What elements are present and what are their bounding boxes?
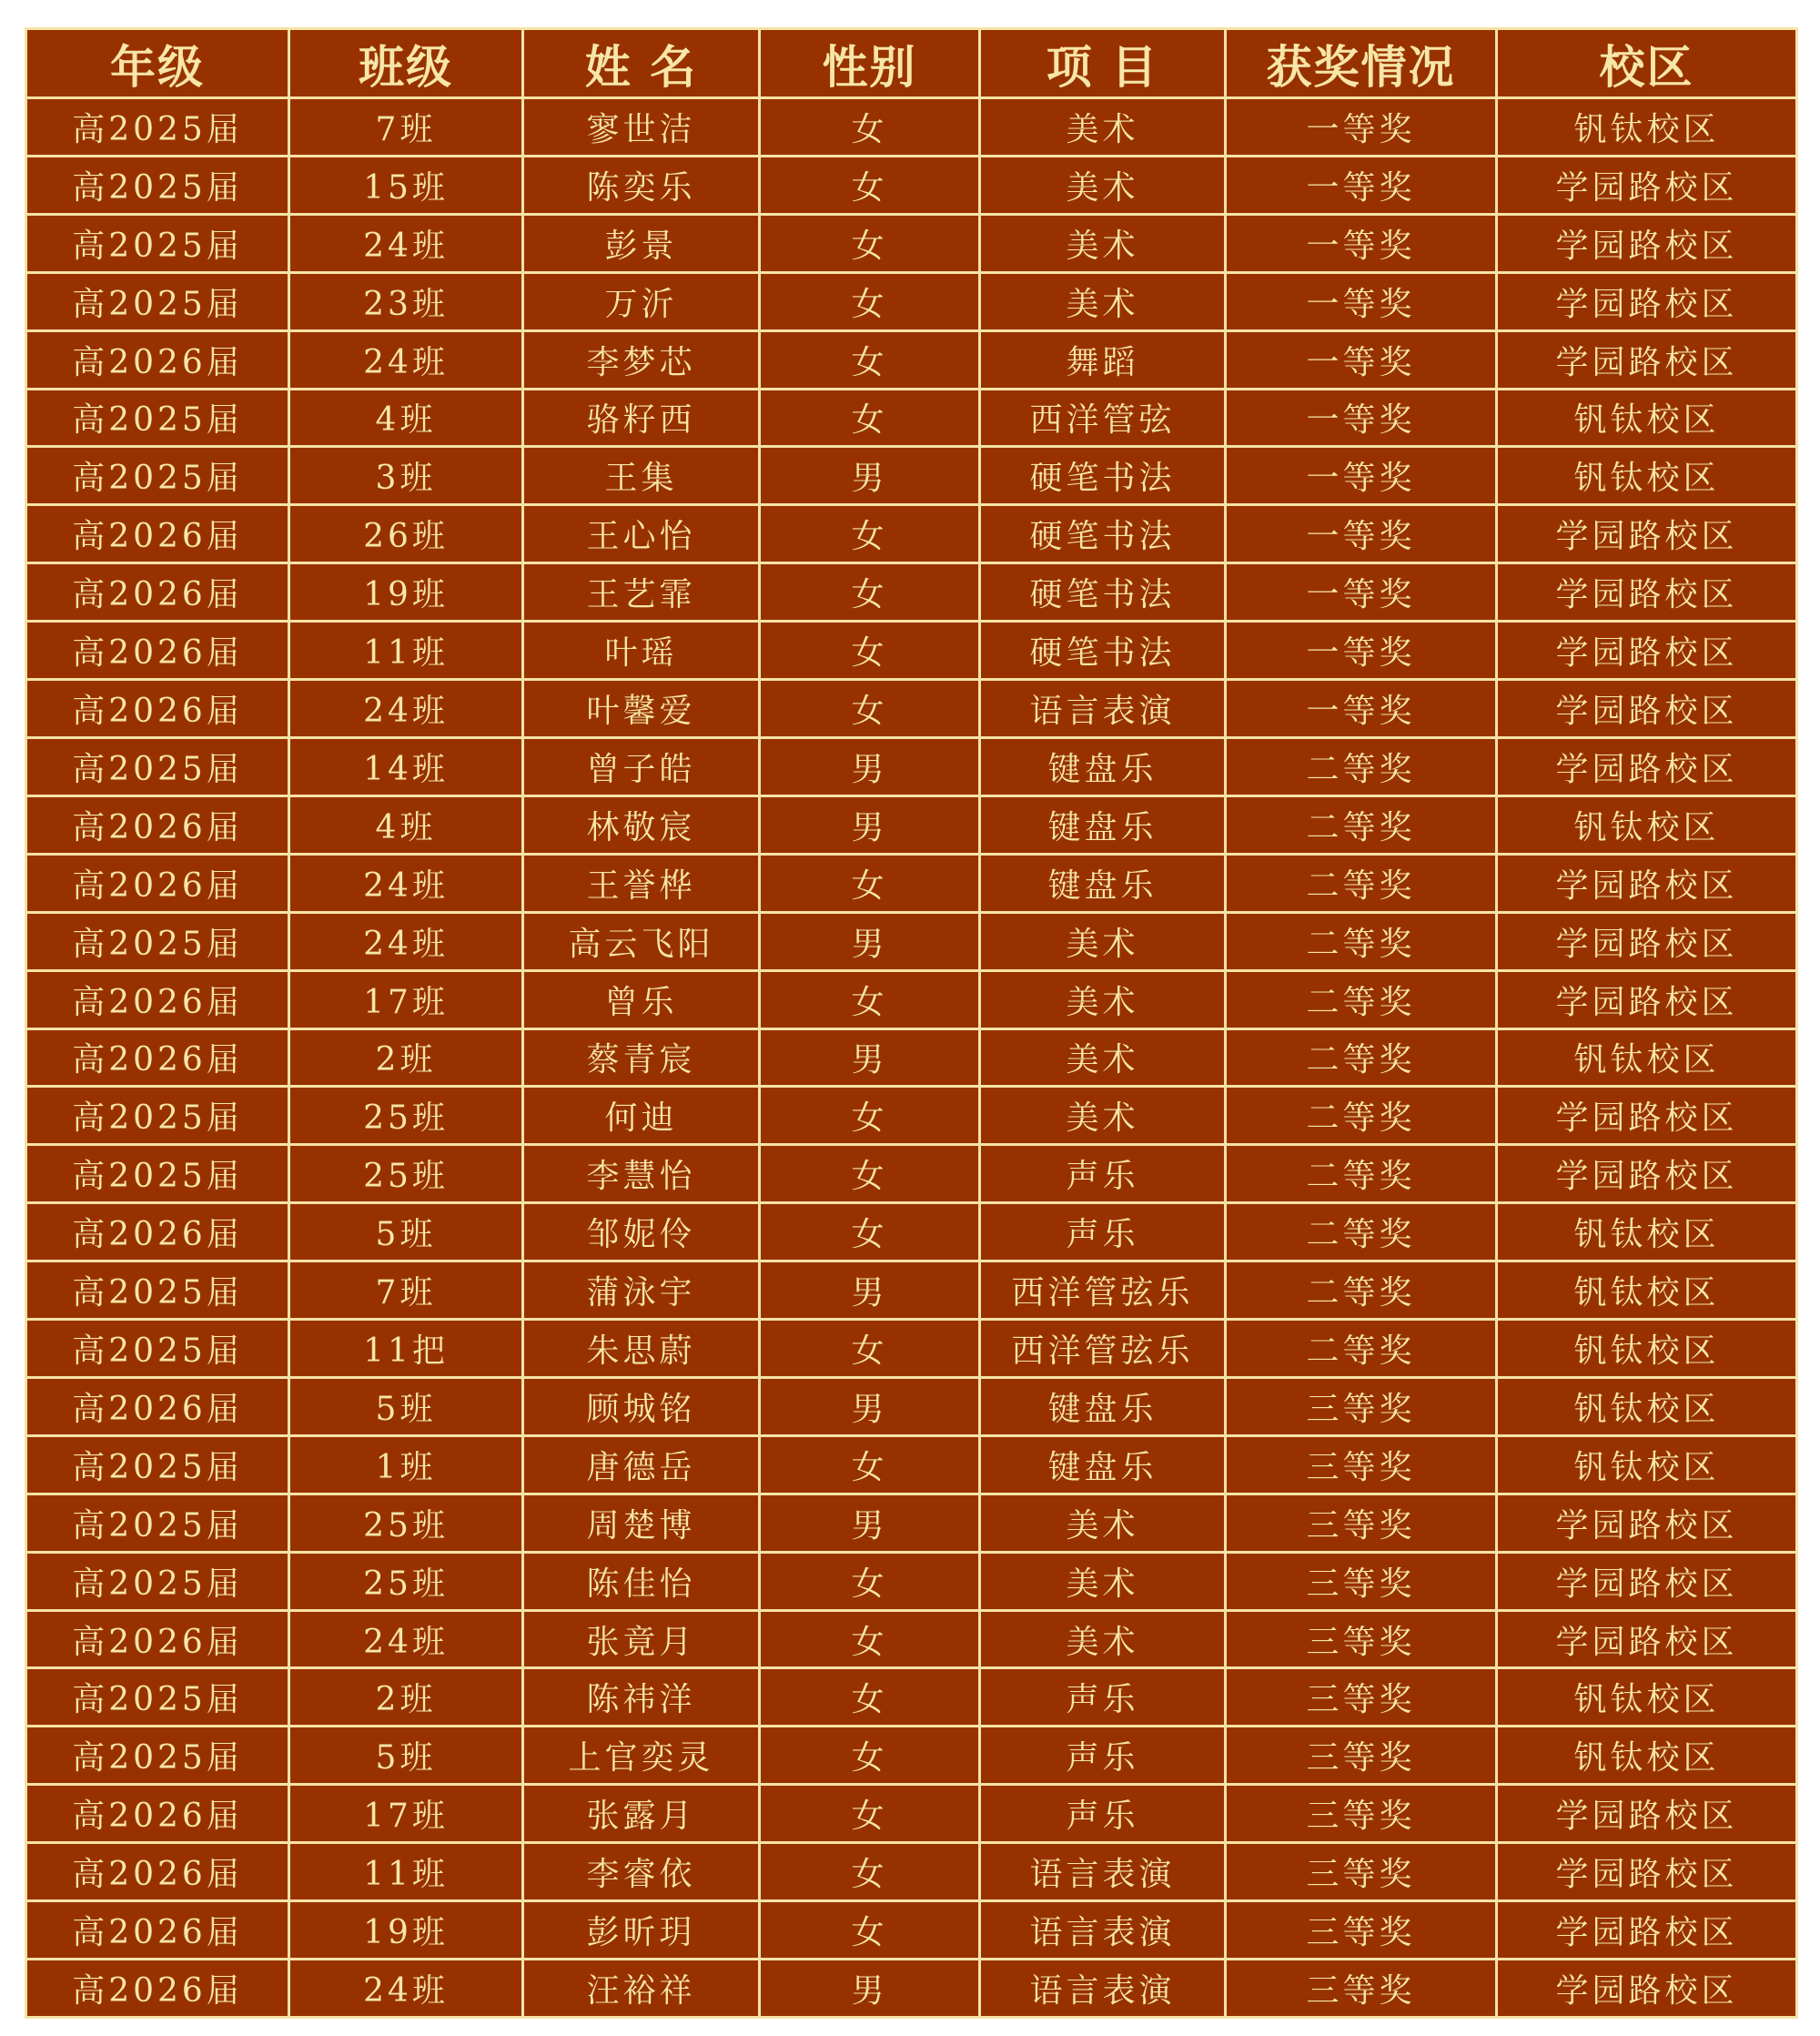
item-cell: 美术 <box>980 1552 1226 1610</box>
class-cell: 19班 <box>289 563 523 622</box>
name-cell: 李梦芯 <box>523 330 760 389</box>
campus-cell: 学园路校区 <box>1497 214 1797 272</box>
class-cell: 4班 <box>289 795 523 854</box>
award-cell: 三等奖 <box>1226 1377 1497 1435</box>
table-body <box>26 98 1797 2018</box>
gender-cell: 女 <box>760 970 980 1028</box>
gender-cell: 女 <box>760 1610 980 1668</box>
item-cell: 声乐 <box>980 1145 1226 1203</box>
grade-cell: 高2026届 <box>26 1901 289 1960</box>
grade-cell: 高2025届 <box>26 98 289 157</box>
item-cell: 键盘乐 <box>980 737 1226 795</box>
award-cell: 三等奖 <box>1226 1668 1497 1727</box>
campus-cell: 钒钛校区 <box>1497 389 1797 447</box>
gender-cell: 女 <box>760 1843 980 1901</box>
grade-cell: 高2025届 <box>26 1435 289 1494</box>
class-cell: 5班 <box>289 1377 523 1435</box>
table-row <box>26 1552 1797 1610</box>
gender-cell: 女 <box>760 1901 980 1960</box>
campus-cell: 学园路校区 <box>1497 156 1797 214</box>
name-cell: 陈祎洋 <box>523 1668 760 1727</box>
campus-cell: 学园路校区 <box>1497 1960 1797 2018</box>
campus-cell: 钒钛校区 <box>1497 1028 1797 1087</box>
item-cell: 硬笔书法 <box>980 563 1226 622</box>
award-cell: 三等奖 <box>1226 1552 1497 1610</box>
table-row <box>26 1320 1797 1378</box>
grade-cell: 高2026届 <box>26 1960 289 2018</box>
award-cell: 二等奖 <box>1226 1145 1497 1203</box>
table-row <box>26 1727 1797 1785</box>
campus-cell: 钒钛校区 <box>1497 1668 1797 1727</box>
gender-cell: 女 <box>760 156 980 214</box>
name-cell: 彭昕玥 <box>523 1901 760 1960</box>
class-cell: 4班 <box>289 389 523 447</box>
award-cell: 二等奖 <box>1226 912 1497 970</box>
name-cell: 李睿依 <box>523 1843 760 1901</box>
award-cell: 三等奖 <box>1226 1435 1497 1494</box>
gender-cell: 女 <box>760 214 980 272</box>
class-cell: 7班 <box>289 98 523 157</box>
grade-cell: 高2025届 <box>26 389 289 447</box>
grade-cell: 高2026届 <box>26 1843 289 1901</box>
table-row <box>26 447 1797 505</box>
class-cell: 24班 <box>289 912 523 970</box>
campus-cell: 学园路校区 <box>1497 680 1797 738</box>
class-cell: 11把 <box>289 1320 523 1378</box>
header-grade: 年级 <box>26 29 289 98</box>
campus-cell: 学园路校区 <box>1497 737 1797 795</box>
grade-cell: 高2025届 <box>26 272 289 330</box>
name-cell: 王心怡 <box>523 505 760 563</box>
name-cell: 蒲泳宇 <box>523 1261 760 1320</box>
class-cell: 5班 <box>289 1203 523 1261</box>
header-gender: 性别 <box>760 29 980 98</box>
name-cell: 陈佳怡 <box>523 1552 760 1610</box>
class-cell: 11班 <box>289 1843 523 1901</box>
campus-cell: 学园路校区 <box>1497 1785 1797 1843</box>
name-cell: 汪裕祥 <box>523 1960 760 2018</box>
name-cell: 叶瑶 <box>523 622 760 680</box>
table-row <box>26 214 1797 272</box>
gender-cell: 女 <box>760 330 980 389</box>
gender-cell: 男 <box>760 1494 980 1552</box>
table-row <box>26 98 1797 157</box>
table-row <box>26 912 1797 970</box>
item-cell: 声乐 <box>980 1203 1226 1261</box>
award-cell: 一等奖 <box>1226 98 1497 157</box>
award-cell: 一等奖 <box>1226 447 1497 505</box>
award-cell: 一等奖 <box>1226 505 1497 563</box>
award-cell: 一等奖 <box>1226 389 1497 447</box>
name-cell: 朱思蔚 <box>523 1320 760 1378</box>
name-cell: 王艺霏 <box>523 563 760 622</box>
item-cell: 键盘乐 <box>980 1377 1226 1435</box>
grade-cell: 高2026届 <box>26 970 289 1028</box>
item-cell: 美术 <box>980 214 1226 272</box>
grade-cell: 高2026届 <box>26 1377 289 1435</box>
award-cell: 二等奖 <box>1226 970 1497 1028</box>
item-cell: 西洋管弦 <box>980 389 1226 447</box>
table-row <box>26 1028 1797 1087</box>
header-name: 姓 名 <box>523 29 760 98</box>
gender-cell: 男 <box>760 912 980 970</box>
class-cell: 2班 <box>289 1028 523 1087</box>
class-cell: 25班 <box>289 1494 523 1552</box>
grade-cell: 高2025届 <box>26 737 289 795</box>
name-cell: 曾乐 <box>523 970 760 1028</box>
item-cell: 硬笔书法 <box>980 622 1226 680</box>
campus-cell: 学园路校区 <box>1497 563 1797 622</box>
item-cell: 语言表演 <box>980 680 1226 738</box>
grade-cell: 高2025届 <box>26 1087 289 1145</box>
name-cell: 高云飞阳 <box>523 912 760 970</box>
class-cell: 3班 <box>289 447 523 505</box>
table-row <box>26 680 1797 738</box>
name-cell: 李慧怡 <box>523 1145 760 1203</box>
campus-cell: 钒钛校区 <box>1497 795 1797 854</box>
name-cell: 万沂 <box>523 272 760 330</box>
table-row <box>26 1610 1797 1668</box>
item-cell: 美术 <box>980 970 1226 1028</box>
name-cell: 陈奕乐 <box>523 156 760 214</box>
item-cell: 美术 <box>980 1087 1226 1145</box>
gender-cell: 男 <box>760 1028 980 1087</box>
table-row <box>26 563 1797 622</box>
table-row <box>26 1901 1797 1960</box>
gender-cell: 女 <box>760 1668 980 1727</box>
header-class: 班级 <box>289 29 523 98</box>
table-row <box>26 1785 1797 1843</box>
campus-cell: 学园路校区 <box>1497 1087 1797 1145</box>
award-cell: 一等奖 <box>1226 622 1497 680</box>
name-cell: 叶馨爱 <box>523 680 760 738</box>
class-cell: 5班 <box>289 1727 523 1785</box>
campus-cell: 钒钛校区 <box>1497 1261 1797 1320</box>
item-cell: 美术 <box>980 272 1226 330</box>
class-cell: 14班 <box>289 737 523 795</box>
grade-cell: 高2025届 <box>26 1668 289 1727</box>
table-row <box>26 1203 1797 1261</box>
campus-cell: 学园路校区 <box>1497 912 1797 970</box>
grade-cell: 高2025届 <box>26 912 289 970</box>
gender-cell: 女 <box>760 1087 980 1145</box>
grade-cell: 高2025届 <box>26 1552 289 1610</box>
award-cell: 一等奖 <box>1226 563 1497 622</box>
campus-cell: 学园路校区 <box>1497 1901 1797 1960</box>
item-cell: 美术 <box>980 156 1226 214</box>
award-cell: 二等奖 <box>1226 854 1497 912</box>
gender-cell: 女 <box>760 98 980 157</box>
award-cell: 二等奖 <box>1226 795 1497 854</box>
table-row <box>26 156 1797 214</box>
award-cell: 三等奖 <box>1226 1610 1497 1668</box>
name-cell: 曾子皓 <box>523 737 760 795</box>
grade-cell: 高2026届 <box>26 563 289 622</box>
name-cell: 周楚博 <box>523 1494 760 1552</box>
name-cell: 张竟月 <box>523 1610 760 1668</box>
campus-cell: 学园路校区 <box>1497 854 1797 912</box>
campus-cell: 学园路校区 <box>1497 622 1797 680</box>
name-cell: 王誉桦 <box>523 854 760 912</box>
award-cell: 二等奖 <box>1226 737 1497 795</box>
table-row <box>26 622 1797 680</box>
gender-cell: 女 <box>760 1320 980 1378</box>
class-cell: 26班 <box>289 505 523 563</box>
item-cell: 语言表演 <box>980 1960 1226 2018</box>
item-cell: 硬笔书法 <box>980 447 1226 505</box>
class-cell: 11班 <box>289 622 523 680</box>
item-cell: 美术 <box>980 1610 1226 1668</box>
grade-cell: 高2025届 <box>26 1494 289 1552</box>
table-row <box>26 330 1797 389</box>
gender-cell: 女 <box>760 563 980 622</box>
campus-cell: 钒钛校区 <box>1497 447 1797 505</box>
table-row <box>26 1843 1797 1901</box>
name-cell: 寥世洁 <box>523 98 760 157</box>
grade-cell: 高2026届 <box>26 330 289 389</box>
name-cell: 邹妮伶 <box>523 1203 760 1261</box>
name-cell: 何迪 <box>523 1087 760 1145</box>
table-row <box>26 505 1797 563</box>
class-cell: 24班 <box>289 854 523 912</box>
class-cell: 24班 <box>289 330 523 389</box>
item-cell: 西洋管弦乐 <box>980 1261 1226 1320</box>
class-cell: 24班 <box>289 680 523 738</box>
gender-cell: 女 <box>760 1552 980 1610</box>
table-row <box>26 272 1797 330</box>
award-cell: 二等奖 <box>1226 1028 1497 1087</box>
table-row <box>26 1960 1797 2018</box>
award-cell: 二等奖 <box>1226 1087 1497 1145</box>
campus-cell: 学园路校区 <box>1497 330 1797 389</box>
campus-cell: 学园路校区 <box>1497 1494 1797 1552</box>
grade-cell: 高2026届 <box>26 1785 289 1843</box>
class-cell: 25班 <box>289 1552 523 1610</box>
name-cell: 骆籽西 <box>523 389 760 447</box>
table-row <box>26 970 1797 1028</box>
campus-cell: 学园路校区 <box>1497 1843 1797 1901</box>
table-row <box>26 737 1797 795</box>
class-cell: 24班 <box>289 1610 523 1668</box>
class-cell: 24班 <box>289 214 523 272</box>
gender-cell: 女 <box>760 1727 980 1785</box>
grade-cell: 高2026届 <box>26 795 289 854</box>
grade-cell: 高2026届 <box>26 622 289 680</box>
table-header <box>26 29 1797 98</box>
name-cell: 唐德岳 <box>523 1435 760 1494</box>
item-cell: 声乐 <box>980 1668 1226 1727</box>
table-row <box>26 1668 1797 1727</box>
name-cell: 蔡青宸 <box>523 1028 760 1087</box>
class-cell: 2班 <box>289 1668 523 1727</box>
campus-cell: 钒钛校区 <box>1497 98 1797 157</box>
gender-cell: 男 <box>760 1960 980 2018</box>
campus-cell: 钒钛校区 <box>1497 1727 1797 1785</box>
award-cell: 一等奖 <box>1226 680 1497 738</box>
table-row <box>26 1087 1797 1145</box>
award-table <box>25 27 1798 2019</box>
class-cell: 25班 <box>289 1087 523 1145</box>
award-cell: 三等奖 <box>1226 1727 1497 1785</box>
table-row <box>26 854 1797 912</box>
item-cell: 语言表演 <box>980 1901 1226 1960</box>
item-cell: 键盘乐 <box>980 795 1226 854</box>
item-cell: 美术 <box>980 912 1226 970</box>
campus-cell: 学园路校区 <box>1497 970 1797 1028</box>
grade-cell: 高2026届 <box>26 1028 289 1087</box>
grade-cell: 高2026届 <box>26 505 289 563</box>
name-cell: 张露月 <box>523 1785 760 1843</box>
campus-cell: 学园路校区 <box>1497 1145 1797 1203</box>
award-cell: 一等奖 <box>1226 330 1497 389</box>
award-cell: 三等奖 <box>1226 1785 1497 1843</box>
class-cell: 23班 <box>289 272 523 330</box>
award-cell: 一等奖 <box>1226 214 1497 272</box>
name-cell: 顾城铭 <box>523 1377 760 1435</box>
grade-cell: 高2025届 <box>26 1320 289 1378</box>
name-cell: 彭景 <box>523 214 760 272</box>
item-cell: 美术 <box>980 1028 1226 1087</box>
header-award: 获奖情况 <box>1226 29 1497 98</box>
grade-cell: 高2026届 <box>26 854 289 912</box>
table-row <box>26 1261 1797 1320</box>
gender-cell: 男 <box>760 795 980 854</box>
gender-cell: 女 <box>760 1435 980 1494</box>
item-cell: 美术 <box>980 98 1226 157</box>
campus-cell: 钒钛校区 <box>1497 1203 1797 1261</box>
award-cell: 二等奖 <box>1226 1320 1497 1378</box>
class-cell: 17班 <box>289 1785 523 1843</box>
grade-cell: 高2026届 <box>26 1203 289 1261</box>
campus-cell: 学园路校区 <box>1497 505 1797 563</box>
table-row <box>26 1145 1797 1203</box>
campus-cell: 钒钛校区 <box>1497 1320 1797 1378</box>
grade-cell: 高2025届 <box>26 447 289 505</box>
grade-cell: 高2026届 <box>26 680 289 738</box>
name-cell: 上官奕灵 <box>523 1727 760 1785</box>
class-cell: 7班 <box>289 1261 523 1320</box>
name-cell: 王集 <box>523 447 760 505</box>
gender-cell: 女 <box>760 272 980 330</box>
name-cell: 林敬宸 <box>523 795 760 854</box>
class-cell: 15班 <box>289 156 523 214</box>
gender-cell: 男 <box>760 1261 980 1320</box>
item-cell: 舞蹈 <box>980 330 1226 389</box>
grade-cell: 高2026届 <box>26 1610 289 1668</box>
grade-cell: 高2025届 <box>26 156 289 214</box>
campus-cell: 学园路校区 <box>1497 272 1797 330</box>
gender-cell: 男 <box>760 447 980 505</box>
award-cell: 三等奖 <box>1226 1960 1497 2018</box>
campus-cell: 钒钛校区 <box>1497 1435 1797 1494</box>
gender-cell: 男 <box>760 737 980 795</box>
gender-cell: 男 <box>760 1377 980 1435</box>
grade-cell: 高2025届 <box>26 214 289 272</box>
item-cell: 美术 <box>980 1494 1226 1552</box>
grade-cell: 高2025届 <box>26 1727 289 1785</box>
gender-cell: 女 <box>760 389 980 447</box>
gender-cell: 女 <box>760 680 980 738</box>
class-cell: 24班 <box>289 1960 523 2018</box>
class-cell: 25班 <box>289 1145 523 1203</box>
award-cell: 二等奖 <box>1226 1203 1497 1261</box>
gender-cell: 女 <box>760 622 980 680</box>
header-row <box>26 29 1797 98</box>
award-cell: 一等奖 <box>1226 272 1497 330</box>
class-cell: 19班 <box>289 1901 523 1960</box>
header-item: 项 目 <box>980 29 1226 98</box>
award-cell: 三等奖 <box>1226 1901 1497 1960</box>
item-cell: 硬笔书法 <box>980 505 1226 563</box>
award-cell: 一等奖 <box>1226 156 1497 214</box>
table-row <box>26 1377 1797 1435</box>
award-cell: 二等奖 <box>1226 1261 1497 1320</box>
award-table-container <box>25 27 1795 2019</box>
gender-cell: 女 <box>760 1203 980 1261</box>
item-cell: 声乐 <box>980 1785 1226 1843</box>
table-row <box>26 1494 1797 1552</box>
class-cell: 17班 <box>289 970 523 1028</box>
gender-cell: 女 <box>760 854 980 912</box>
table-row <box>26 389 1797 447</box>
item-cell: 键盘乐 <box>980 854 1226 912</box>
campus-cell: 学园路校区 <box>1497 1610 1797 1668</box>
award-cell: 三等奖 <box>1226 1843 1497 1901</box>
gender-cell: 女 <box>760 505 980 563</box>
table-row <box>26 1435 1797 1494</box>
grade-cell: 高2025届 <box>26 1261 289 1320</box>
gender-cell: 女 <box>760 1145 980 1203</box>
header-campus: 校区 <box>1497 29 1797 98</box>
campus-cell: 学园路校区 <box>1497 1552 1797 1610</box>
award-cell: 三等奖 <box>1226 1494 1497 1552</box>
item-cell: 键盘乐 <box>980 1435 1226 1494</box>
class-cell: 1班 <box>289 1435 523 1494</box>
table-row <box>26 795 1797 854</box>
item-cell: 声乐 <box>980 1727 1226 1785</box>
gender-cell: 女 <box>760 1785 980 1843</box>
campus-cell: 钒钛校区 <box>1497 1377 1797 1435</box>
item-cell: 西洋管弦乐 <box>980 1320 1226 1378</box>
item-cell: 语言表演 <box>980 1843 1226 1901</box>
grade-cell: 高2025届 <box>26 1145 289 1203</box>
